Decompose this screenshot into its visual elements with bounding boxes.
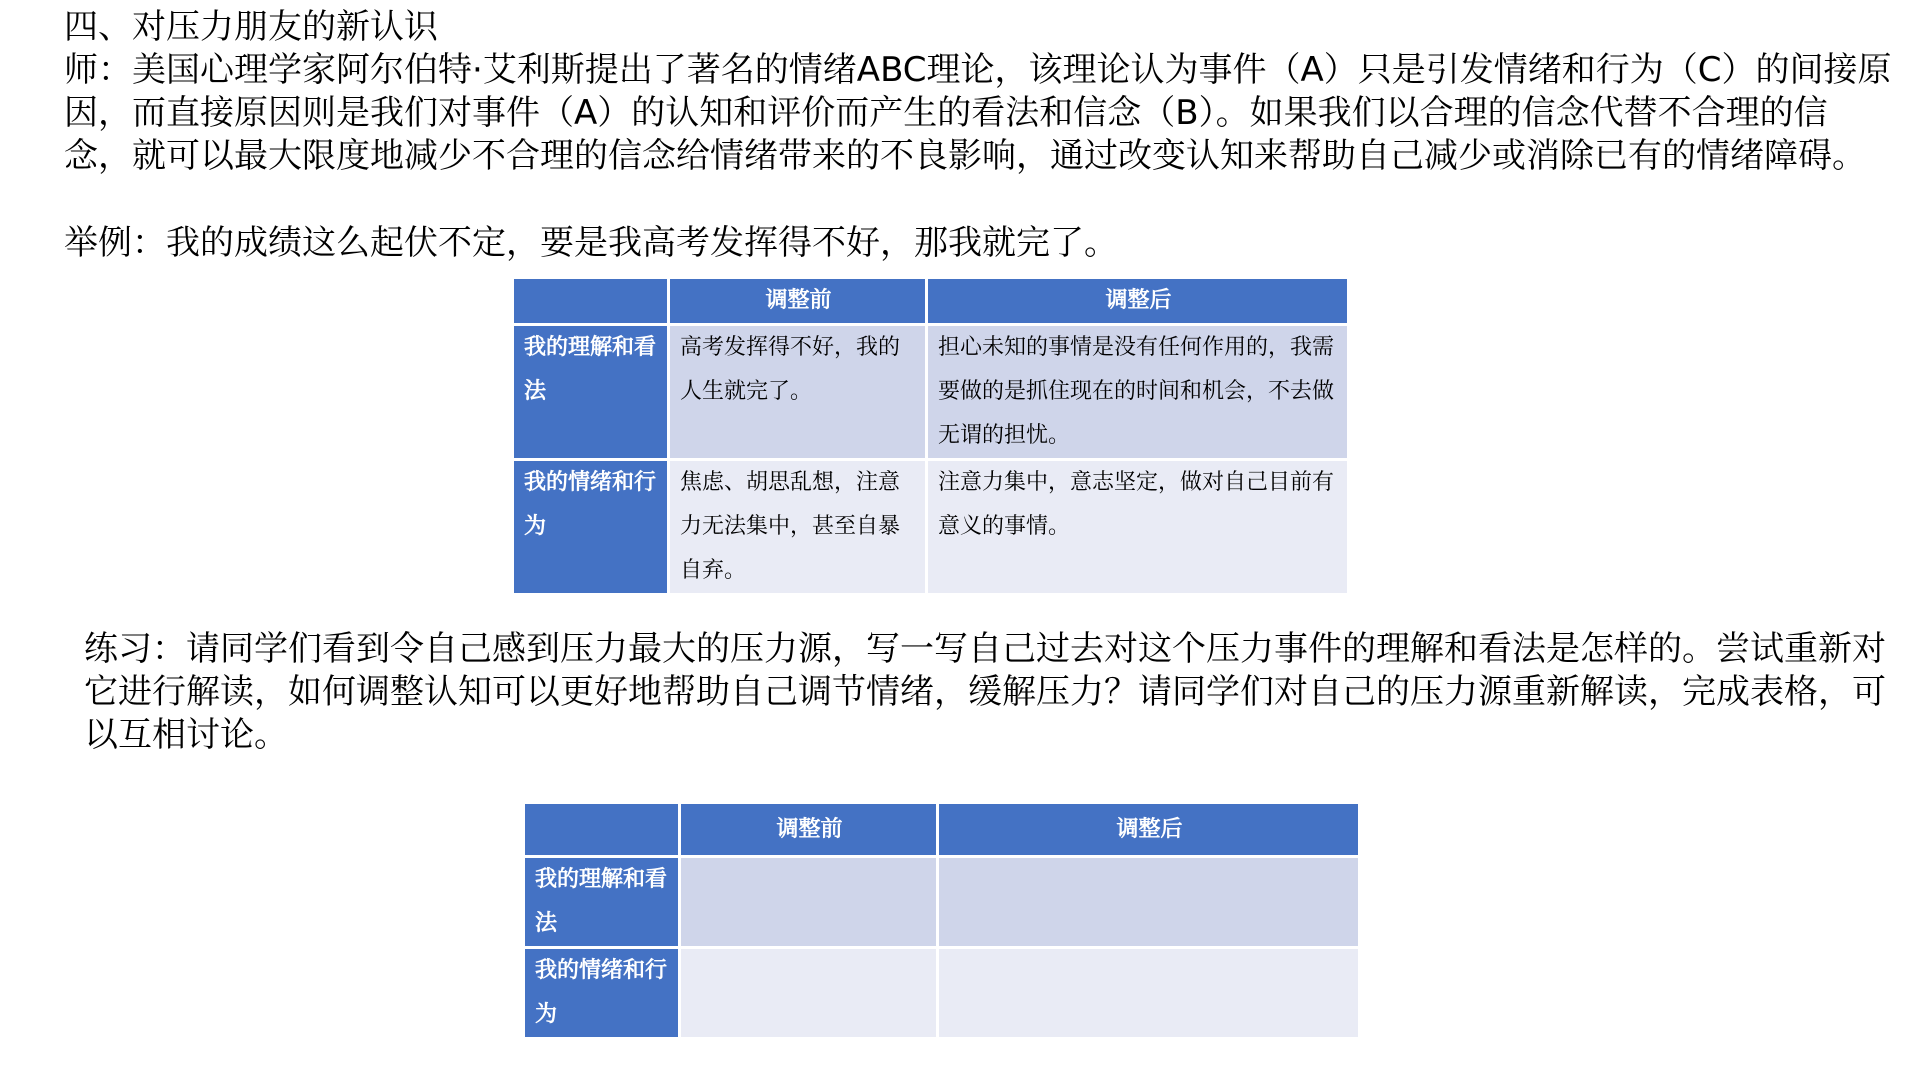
cell-emotion-before[interactable] [680,948,938,1039]
column-header-after: 调整后 [938,803,1360,857]
example-abc-table [511,276,1350,596]
example-sentence: 举例：我的成绩这么起伏不定，要是我高考发挥得不好，那我就完了。 [64,223,1118,263]
intro-paragraph: 师：美国心理学家阿尔伯特·艾利斯提出了著名的情绪ABC理论，该理论认为事件（A）只是引发情绪和行为（C）的间接原因，而直接原因则是我们对事件（A）的认知和评价而产生的看法和信念（B）。如果我们以合理的信念代替不合理的信念，就可以最大限度地减少不合理的信念给情绪带来的不良影响，通过改变认知来帮助自己减少或消除已有的情绪障碍。 [64,50,1892,176]
column-header-after: 调整后 [927,278,1349,325]
cell-understanding-before: 高考发挥得不好，我的人生就完了。 [669,325,927,460]
table-row [524,948,1360,1039]
cell-understanding-before[interactable] [680,857,938,948]
practice-paragraph: 练习：请同学们看到令自己感到压力最大的压力源，写一写自己过去对这个压力事件的理解和看法是怎样的。尝试重新对它进行解读，如何调整认知可以更好地帮助自己调节情绪，缓解压力？请同学们对自己的压力源重新解读，完成表格，可以互相讨论。 [84,629,1886,755]
row-header-understanding: 我的理解和看法 [524,857,680,948]
table-header-row [513,278,1349,325]
section-heading: 四、对压力朋友的新认识 [64,7,438,47]
table-header-row [524,803,1360,857]
corner-cell [513,278,669,325]
cell-emotion-after: 注意力集中，意志坚定，做对自己目前有意义的事情。 [927,460,1349,595]
table-row [524,857,1360,948]
cell-emotion-after[interactable] [938,948,1360,1039]
cell-emotion-before: 焦虑、胡思乱想，注意力无法集中，甚至自暴自弃。 [669,460,927,595]
table-row [513,460,1349,595]
column-header-before: 调整前 [680,803,938,857]
corner-cell [524,803,680,857]
row-header-emotion: 我的情绪和行为 [513,460,669,595]
row-header-understanding: 我的理解和看法 [513,325,669,460]
row-header-emotion: 我的情绪和行为 [524,948,680,1039]
practice-abc-table [522,801,1361,1040]
cell-understanding-after: 担心未知的事情是没有任何作用的，我需要做的是抓住现在的时间和机会，不去做无谓的担忧。 [927,325,1349,460]
cell-understanding-after[interactable] [938,857,1360,948]
column-header-before: 调整前 [669,278,927,325]
table-row [513,325,1349,460]
